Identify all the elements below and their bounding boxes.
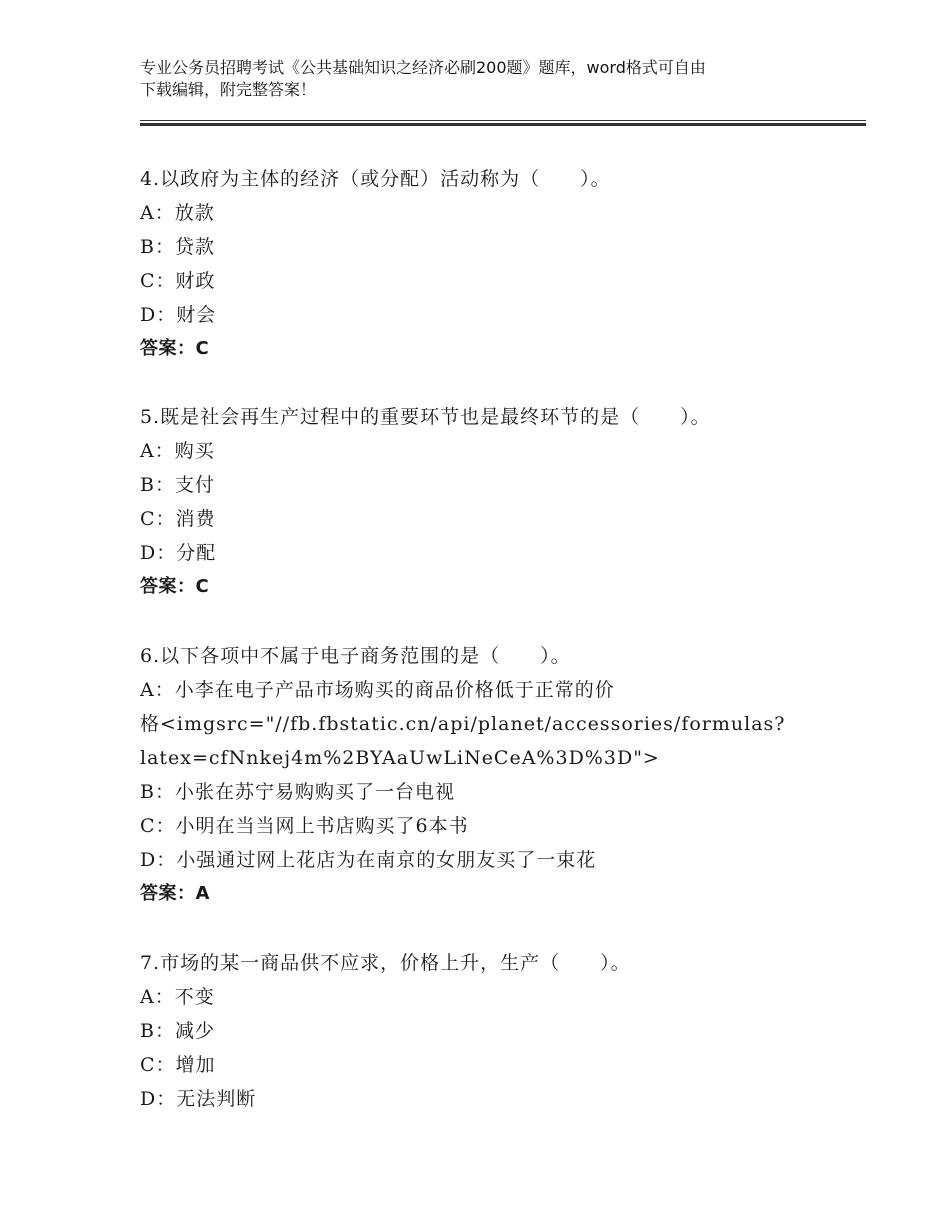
question-stem: 7.市场的某一商品供不应求，价格上升，生产（ ）。	[140, 952, 631, 974]
option-c: C：增加	[140, 1054, 216, 1076]
option-b: B：小张在苏宁易购购买了一台电视	[140, 781, 455, 803]
option-c: C：消费	[140, 508, 216, 530]
option-c: C：小明在当当网上书店购买了6本书	[140, 815, 469, 837]
option-a-line-2: 格<imgsrc="//fb.fbstatic.cn/api/planet/accessories/formulas?	[140, 713, 786, 735]
question-4	[140, 162, 860, 366]
header-line-1: 专业公务员招聘考试《公共基础知识之经济必刷200题》题库，word格式可自由	[140, 58, 706, 77]
question-stem: 4.以政府为主体的经济（或分配）活动称为（ ）。	[140, 168, 611, 190]
question-6	[140, 639, 860, 911]
answer-line: 答案：A	[140, 883, 210, 904]
header-line-2: 下载编辑，附完整答案！	[140, 80, 317, 99]
answer-line: 答案：C	[140, 338, 210, 359]
option-a: A：不变	[140, 986, 215, 1008]
option-d: D：小强通过网上花店为在南京的女朋友买了一束花	[140, 849, 597, 871]
document-header	[140, 57, 840, 101]
option-a-line-1: A：小李在电子产品市场购买的商品价格低于正常的价	[140, 679, 615, 701]
question-stem: 5.既是社会再生产过程中的重要环节也是最终环节的是（ ）。	[140, 406, 711, 428]
option-b: B：贷款	[140, 236, 215, 258]
option-d: D：无法判断	[140, 1088, 257, 1110]
header-divider-thin	[140, 120, 866, 121]
question-stem: 6.以下各项中不属于电子商务范围的是（ ）。	[140, 645, 571, 667]
option-b: B：支付	[140, 474, 215, 496]
option-c: C：财政	[140, 270, 216, 292]
option-d: D：分配	[140, 542, 217, 564]
question-7	[140, 946, 860, 1116]
question-5	[140, 400, 860, 604]
option-a: A：购买	[140, 440, 215, 462]
option-d: D：财会	[140, 304, 217, 326]
option-a: A：放款	[140, 202, 215, 224]
answer-line: 答案：C	[140, 576, 210, 597]
option-b: B：减少	[140, 1020, 215, 1042]
option-a-line-3: latex=cfNnkej4m%2BYAaUwLiNeCeA%3D%3D">	[140, 747, 660, 769]
header-divider-thick	[140, 123, 866, 126]
